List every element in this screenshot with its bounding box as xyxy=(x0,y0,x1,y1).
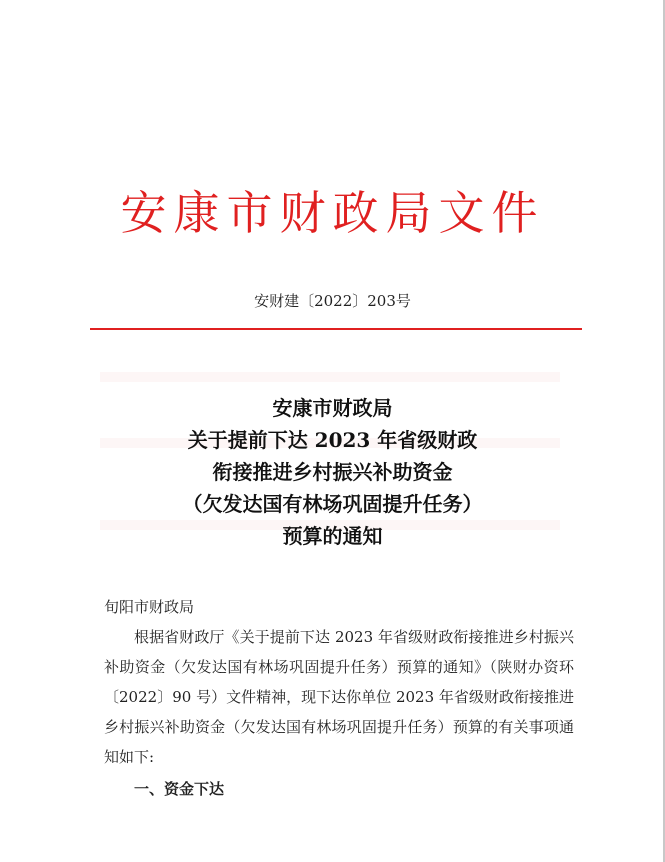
bleed-through-mark xyxy=(100,372,560,382)
subject-line: 安康市财政局 xyxy=(272,396,393,420)
document-header-title: 安康市财政局文件 xyxy=(120,186,545,240)
body-paragraph: 根据省财政厅《关于提前下达 2023 年省级财政衔接推进乡村振兴补助资金（欠发达国有林场巩固提升任务）预算的通知》（陕财办资环〔2022〕90 号）文件精神，现下达你单位 2023 年省级财政衔接推进乡村振兴补助资金（欠发达国有林场巩固提升任务）预算的有关事项通知如下: xyxy=(104,628,574,766)
addressee: 旬阳市财政局 xyxy=(104,598,195,616)
subject-line: （欠发达国有林场巩固提升任务） xyxy=(182,492,483,516)
red-divider-line xyxy=(90,328,582,330)
subject-line: 预算的通知 xyxy=(282,524,383,548)
subject-line: 衔接推进乡村振兴补助资金 xyxy=(212,460,453,484)
notice-body xyxy=(104,592,574,804)
document-number: 安财建〔2022〕203号 xyxy=(254,292,411,310)
subject-line: 关于提前下达 2023 年省级财政 xyxy=(187,428,478,452)
section-heading: 一、资金下达 xyxy=(134,780,225,798)
notice-subject xyxy=(0,392,665,552)
